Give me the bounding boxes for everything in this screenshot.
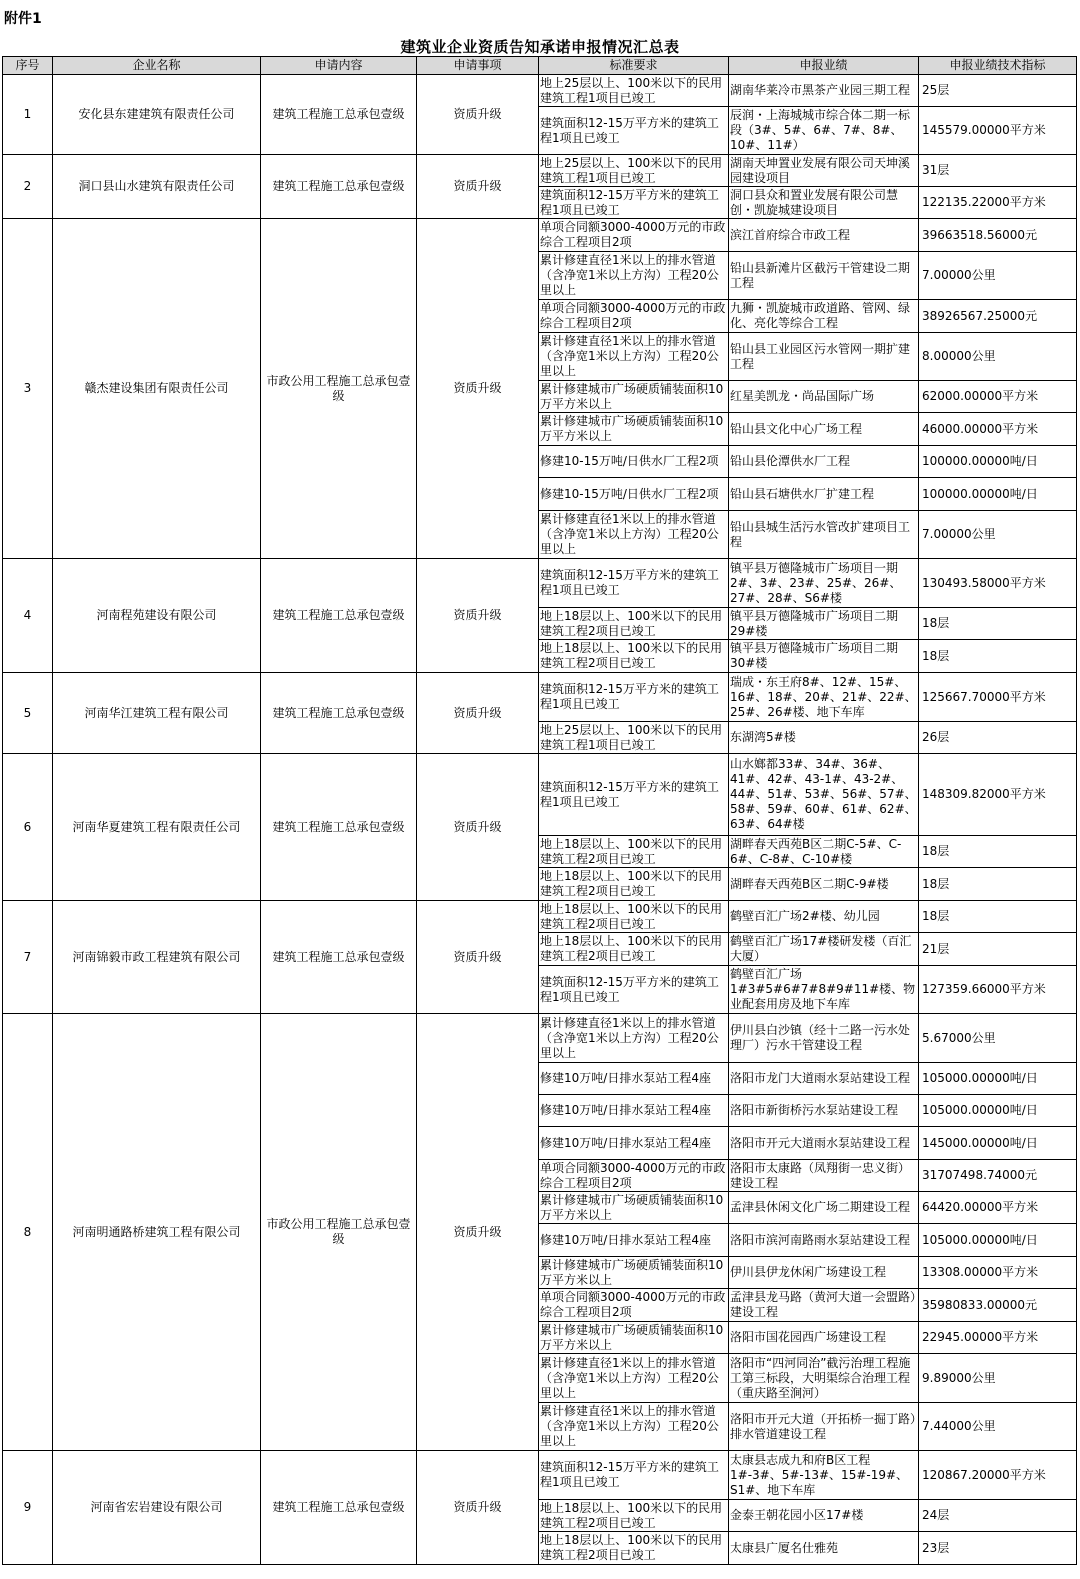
declared-performance-cell: 洛阳市国花园西广场建设工程 bbox=[729, 1322, 919, 1354]
standard-requirement-cell: 累计修建城市广场硬质铺装面积10万平方米以上 bbox=[539, 1257, 729, 1289]
application-item-cell: 资质升级 bbox=[417, 754, 539, 901]
declared-performance-cell: 湖畔春天西苑B区二期C-9#楼 bbox=[729, 868, 919, 901]
standard-requirement-cell: 地上18层以上、100米以下的民用建筑工程2项目已竣工 bbox=[539, 933, 729, 966]
declared-performance-cell: 洛阳市龙门大道雨水泵站建设工程 bbox=[729, 1063, 919, 1095]
table-row bbox=[3, 673, 1077, 722]
technical-indicator-cell: 35980833.00000元 bbox=[919, 1289, 1077, 1322]
declared-performance-cell: 红星美凯龙・尚品国际广场 bbox=[729, 381, 919, 413]
application-content-cell: 市政公用工程施工总承包壹级 bbox=[261, 219, 417, 559]
seq-cell: 1 bbox=[3, 75, 53, 155]
seq-cell: 3 bbox=[3, 219, 53, 559]
technical-indicator-cell: 5.67000公里 bbox=[919, 1014, 1077, 1063]
table-row bbox=[3, 75, 1077, 107]
declared-performance-cell: 山水嫏都33#、34#、36#、41#、42#、43-1#、43-2#、44#、51#、53#、56#、57#、58#、59#、60#、61#、62#、63#、64#楼 bbox=[729, 754, 919, 836]
standard-requirement-cell: 累计修建城市广场硬质铺装面积10万平方米以上 bbox=[539, 413, 729, 446]
declared-performance-cell: 洛阳市太康路（凤翔街一忠义街）建设工程 bbox=[729, 1160, 919, 1192]
declared-performance-cell: 九狮・凯旋城市政道路、管网、绿化、亮化等综合工程 bbox=[729, 300, 919, 333]
company-name-cell: 河南省宏岩建设有限公司 bbox=[53, 1451, 261, 1565]
technical-indicator-cell: 24层 bbox=[919, 1500, 1077, 1532]
standard-requirement-cell: 累计修建城市广场硬质铺装面积10万平方米以上 bbox=[539, 381, 729, 413]
technical-indicator-cell: 145000.00000吨/日 bbox=[919, 1127, 1077, 1160]
table-row bbox=[3, 559, 1077, 608]
technical-indicator-cell: 18层 bbox=[919, 868, 1077, 901]
seq-cell: 4 bbox=[3, 559, 53, 673]
company-name-cell: 河南华夏建筑工程有限责任公司 bbox=[53, 754, 261, 901]
standard-requirement-cell: 建筑面积12-15万平方米的建筑工程1项且已竣工 bbox=[539, 1451, 729, 1500]
company-name-cell: 河南华江建筑工程有限公司 bbox=[53, 673, 261, 754]
table-row bbox=[3, 754, 1077, 836]
technical-indicator-cell: 31707498.74000元 bbox=[919, 1160, 1077, 1192]
header-company: 企业名称 bbox=[53, 57, 261, 75]
standard-requirement-cell: 累计修建城市广场硬质铺装面积10万平方米以上 bbox=[539, 1192, 729, 1224]
declared-performance-cell: 洛阳市开元大道雨水泵站建设工程 bbox=[729, 1127, 919, 1160]
declared-performance-cell: 伊川县白沙镇（经十二路一污水处理厂）污水干管建设工程 bbox=[729, 1014, 919, 1063]
header-performance: 申报业绩 bbox=[729, 57, 919, 75]
application-item-cell: 资质升级 bbox=[417, 219, 539, 559]
declared-performance-cell: 鹤壁百汇广场2#楼、幼儿园 bbox=[729, 901, 919, 933]
application-content-cell: 市政公用工程施工总承包壹级 bbox=[261, 1014, 417, 1451]
standard-requirement-cell: 建筑面积12-15万平方米的建筑工程1项且已竣工 bbox=[539, 673, 729, 722]
technical-indicator-cell: 148309.82000平方米 bbox=[919, 754, 1077, 836]
technical-indicator-cell: 120867.20000平方米 bbox=[919, 1451, 1077, 1500]
seq-cell: 5 bbox=[3, 673, 53, 754]
standard-requirement-cell: 修建10-15万吨/日供水厂工程2项 bbox=[539, 478, 729, 511]
standard-requirement-cell: 地上18层以上、100米以下的民用建筑工程2项目已竣工 bbox=[539, 901, 729, 933]
standard-requirement-cell: 累计修建直径1米以上的排水管道（含净宽1米以上方沟）工程20公里以上 bbox=[539, 1014, 729, 1063]
standard-requirement-cell: 单项合同额3000-4000万元的市政综合工程项目2项 bbox=[539, 219, 729, 252]
application-item-cell: 资质升级 bbox=[417, 559, 539, 673]
standard-requirement-cell: 单项合同额3000-4000万元的市政综合工程项目2项 bbox=[539, 1289, 729, 1322]
standard-requirement-cell: 建筑面积12-15万平方米的建筑工程1项且已竣工 bbox=[539, 754, 729, 836]
technical-indicator-cell: 46000.00000平方米 bbox=[919, 413, 1077, 446]
header-content: 申请内容 bbox=[261, 57, 417, 75]
standard-requirement-cell: 累计修建直径1米以上的排水管道（含净宽1米以上方沟）工程20公里以上 bbox=[539, 511, 729, 559]
application-content-cell: 建筑工程施工总承包壹级 bbox=[261, 155, 417, 219]
company-name-cell: 洞口县山水建筑有限责任公司 bbox=[53, 155, 261, 219]
standard-requirement-cell: 修建10万吨/日排水泵站工程4座 bbox=[539, 1127, 729, 1160]
technical-indicator-cell: 18层 bbox=[919, 836, 1077, 868]
declared-performance-cell: 孟津县龙马路（黄河大道一会盟路）建设工程 bbox=[729, 1289, 919, 1322]
technical-indicator-cell: 130493.58000平方米 bbox=[919, 559, 1077, 608]
technical-indicator-cell: 8.00000公里 bbox=[919, 333, 1077, 381]
standard-requirement-cell: 累计修建直径1米以上的排水管道（含净宽1米以上方沟）工程20公里以上 bbox=[539, 1403, 729, 1451]
technical-indicator-cell: 7.00000公里 bbox=[919, 252, 1077, 300]
technical-indicator-cell: 105000.00000吨/日 bbox=[919, 1095, 1077, 1127]
declared-performance-cell: 瑞成・东王府8#、12#、15#、16#、18#、20#、21#、22#、25#、26#楼、地下车库 bbox=[729, 673, 919, 722]
standard-requirement-cell: 地上18层以上、100米以下的民用建筑工程2项目已竣工 bbox=[539, 640, 729, 673]
table-row bbox=[3, 219, 1077, 252]
standard-requirement-cell: 修建10-15万吨/日供水厂工程2项 bbox=[539, 446, 729, 478]
header-row bbox=[3, 57, 1077, 75]
declared-performance-cell: 滨江首府综合市政工程 bbox=[729, 219, 919, 252]
application-item-cell: 资质升级 bbox=[417, 673, 539, 754]
technical-indicator-cell: 100000.00000吨/日 bbox=[919, 478, 1077, 511]
declared-performance-cell: 铅山县文化中心广场工程 bbox=[729, 413, 919, 446]
technical-indicator-cell: 13308.00000平方米 bbox=[919, 1257, 1077, 1289]
technical-indicator-cell: 26层 bbox=[919, 722, 1077, 754]
standard-requirement-cell: 累计修建城市广场硬质铺装面积10万平方米以上 bbox=[539, 1322, 729, 1354]
declared-performance-cell: 东湖湾5#楼 bbox=[729, 722, 919, 754]
technical-indicator-cell: 18层 bbox=[919, 640, 1077, 673]
table-row bbox=[3, 1014, 1077, 1063]
application-item-cell: 资质升级 bbox=[417, 75, 539, 155]
declared-performance-cell: 铅山县新滩片区截污干管建设二期工程 bbox=[729, 252, 919, 300]
standard-requirement-cell: 地上25层以上、100米以下的民用建筑工程1项目已竣工 bbox=[539, 155, 729, 187]
standard-requirement-cell: 建筑面积12-15万平方米的建筑工程1项且已竣工 bbox=[539, 187, 729, 219]
technical-indicator-cell: 145579.00000平方米 bbox=[919, 107, 1077, 155]
declared-performance-cell: 孟津县休闲文化广场二期建设工程 bbox=[729, 1192, 919, 1224]
declared-performance-cell: 洛阳市“四河同治”截污治理工程施工第三标段，大明渠综合治理工程（重庆路至涧河） bbox=[729, 1354, 919, 1403]
declared-performance-cell: 湖南华莱冷市黑茶产业园三期工程 bbox=[729, 75, 919, 107]
standard-requirement-cell: 累计修建直径1米以上的排水管道（含净宽1米以上方沟）工程20公里以上 bbox=[539, 333, 729, 381]
technical-indicator-cell: 62000.00000平方米 bbox=[919, 381, 1077, 413]
technical-indicator-cell: 125667.70000平方米 bbox=[919, 673, 1077, 722]
standard-requirement-cell: 累计修建直径1米以上的排水管道（含净宽1米以上方沟）工程20公里以上 bbox=[539, 1354, 729, 1403]
company-name-cell: 河南明通路桥建筑工程有限公司 bbox=[53, 1014, 261, 1451]
standard-requirement-cell: 建筑面积12-15万平方米的建筑工程1项且已竣工 bbox=[539, 559, 729, 608]
table-body bbox=[3, 75, 1077, 1565]
company-name-cell: 赣杰建设集团有限责任公司 bbox=[53, 219, 261, 559]
company-name-cell: 河南程苑建设有限公司 bbox=[53, 559, 261, 673]
technical-indicator-cell: 38926567.25000元 bbox=[919, 300, 1077, 333]
declared-performance-cell: 铅山县城生活污水管改扩建项目工程 bbox=[729, 511, 919, 559]
declared-performance-cell: 镇平县万德隆城市广场项目二期29#楼 bbox=[729, 608, 919, 640]
declared-performance-cell: 铅山县伦潭供水厂工程 bbox=[729, 446, 919, 478]
standard-requirement-cell: 地上25层以上、100米以下的民用建筑工程1项目已竣工 bbox=[539, 722, 729, 754]
summary-table bbox=[2, 56, 1077, 1565]
standard-requirement-cell: 单项合同额3000-4000万元的市政综合工程项目2项 bbox=[539, 1160, 729, 1192]
technical-indicator-cell: 18层 bbox=[919, 608, 1077, 640]
technical-indicator-cell: 21层 bbox=[919, 933, 1077, 966]
company-name-cell: 河南锦毅市政工程建筑有限公司 bbox=[53, 901, 261, 1014]
technical-indicator-cell: 64420.00000平方米 bbox=[919, 1192, 1077, 1224]
seq-cell: 7 bbox=[3, 901, 53, 1014]
technical-indicator-cell: 9.89000公里 bbox=[919, 1354, 1077, 1403]
declared-performance-cell: 太康县广厦名仕雅苑 bbox=[729, 1532, 919, 1565]
declared-performance-cell: 铅山县石塘供水厂扩建工程 bbox=[729, 478, 919, 511]
declared-performance-cell: 洛阳市开元大道（开拓桥一掘丁路）排水管道建设工程 bbox=[729, 1403, 919, 1451]
standard-requirement-cell: 累计修建直径1米以上的排水管道（含净宽1米以上方沟）工程20公里以上 bbox=[539, 252, 729, 300]
application-item-cell: 资质升级 bbox=[417, 1014, 539, 1451]
technical-indicator-cell: 127359.66000平方米 bbox=[919, 966, 1077, 1014]
declared-performance-cell: 辰润・上海城城市综合体二期一标段（3#、5#、6#、7#、8#、10#、11#） bbox=[729, 107, 919, 155]
header-standard: 标准要求 bbox=[539, 57, 729, 75]
table-row bbox=[3, 901, 1077, 933]
standard-requirement-cell: 地上25层以上、100米以下的民用建筑工程1项目已竣工 bbox=[539, 75, 729, 107]
declared-performance-cell: 洛阳市新街桥污水泵站建设工程 bbox=[729, 1095, 919, 1127]
application-content-cell: 建筑工程施工总承包壹级 bbox=[261, 1451, 417, 1565]
header-indicator: 申报业绩技术指标 bbox=[919, 57, 1077, 75]
application-item-cell: 资质升级 bbox=[417, 901, 539, 1014]
application-content-cell: 建筑工程施工总承包壹级 bbox=[261, 754, 417, 901]
application-content-cell: 建筑工程施工总承包壹级 bbox=[261, 901, 417, 1014]
technical-indicator-cell: 7.00000公里 bbox=[919, 511, 1077, 559]
technical-indicator-cell: 122135.22000平方米 bbox=[919, 187, 1077, 219]
application-content-cell: 建筑工程施工总承包壹级 bbox=[261, 559, 417, 673]
technical-indicator-cell: 7.44000公里 bbox=[919, 1403, 1077, 1451]
standard-requirement-cell: 地上18层以上、100米以下的民用建筑工程2项目已竣工 bbox=[539, 1500, 729, 1532]
technical-indicator-cell: 18层 bbox=[919, 901, 1077, 933]
table-row bbox=[3, 1451, 1077, 1500]
seq-cell: 6 bbox=[3, 754, 53, 901]
declared-performance-cell: 铅山县工业园区污水管网一期扩建工程 bbox=[729, 333, 919, 381]
declared-performance-cell: 镇平县万德隆城市广场项目二期30#楼 bbox=[729, 640, 919, 673]
declared-performance-cell: 湖南天坤置业发展有限公司天坤溪园建设项目 bbox=[729, 155, 919, 187]
declared-performance-cell: 伊川县伊龙休闲广场建设工程 bbox=[729, 1257, 919, 1289]
declared-performance-cell: 湖畔春天西苑B区二期C-5#、C-6#、C-8#、C-10#楼 bbox=[729, 836, 919, 868]
standard-requirement-cell: 地上18层以上、100米以下的民用建筑工程2项目已竣工 bbox=[539, 836, 729, 868]
standard-requirement-cell: 单项合同额3000-4000万元的市政综合工程项目2项 bbox=[539, 300, 729, 333]
technical-indicator-cell: 105000.00000吨/日 bbox=[919, 1063, 1077, 1095]
technical-indicator-cell: 39663518.56000元 bbox=[919, 219, 1077, 252]
technical-indicator-cell: 23层 bbox=[919, 1532, 1077, 1565]
application-content-cell: 建筑工程施工总承包壹级 bbox=[261, 673, 417, 754]
seq-cell: 8 bbox=[3, 1014, 53, 1451]
header-seq: 序号 bbox=[3, 57, 53, 75]
header-item: 申请事项 bbox=[417, 57, 539, 75]
application-item-cell: 资质升级 bbox=[417, 1451, 539, 1565]
standard-requirement-cell: 地上18层以上、100米以下的民用建筑工程2项目已竣工 bbox=[539, 608, 729, 640]
declared-performance-cell: 太康县志成九和府B区工程1#-3#、5#-13#、15#-19#、S1#、地下车库 bbox=[729, 1451, 919, 1500]
application-content-cell: 建筑工程施工总承包壹级 bbox=[261, 75, 417, 155]
declared-performance-cell: 镇平县万德隆城市广场项目一期2#、3#、23#、25#、26#、27#、28#、S6#楼 bbox=[729, 559, 919, 608]
standard-requirement-cell: 建筑面积12-15万平方米的建筑工程1项且已竣工 bbox=[539, 107, 729, 155]
declared-performance-cell: 洞口县众和置业发展有限公司慧创・凯旋城建设项目 bbox=[729, 187, 919, 219]
declared-performance-cell: 金泰王朝花园小区17#楼 bbox=[729, 1500, 919, 1532]
page-title: 建筑业企业资质告知承诺申报情况汇总表 bbox=[400, 38, 680, 56]
standard-requirement-cell: 修建10万吨/日排水泵站工程4座 bbox=[539, 1095, 729, 1127]
standard-requirement-cell: 修建10万吨/日排水泵站工程4座 bbox=[539, 1224, 729, 1257]
technical-indicator-cell: 100000.00000吨/日 bbox=[919, 446, 1077, 478]
seq-cell: 2 bbox=[3, 155, 53, 219]
technical-indicator-cell: 22945.00000平方米 bbox=[919, 1322, 1077, 1354]
declared-performance-cell: 洛阳市滨河南路雨水泵站建设工程 bbox=[729, 1224, 919, 1257]
technical-indicator-cell: 105000.00000吨/日 bbox=[919, 1224, 1077, 1257]
declared-performance-cell: 鹤壁百汇广场17#楼研发楼（百汇大厦） bbox=[729, 933, 919, 966]
standard-requirement-cell: 地上18层以上、100米以下的民用建筑工程2项目已竣工 bbox=[539, 868, 729, 901]
technical-indicator-cell: 31层 bbox=[919, 155, 1077, 187]
standard-requirement-cell: 地上18层以上、100米以下的民用建筑工程2项目已竣工 bbox=[539, 1532, 729, 1565]
standard-requirement-cell: 建筑面积12-15万平方米的建筑工程1项且已竣工 bbox=[539, 966, 729, 1014]
standard-requirement-cell: 修建10万吨/日排水泵站工程4座 bbox=[539, 1063, 729, 1095]
technical-indicator-cell: 25层 bbox=[919, 75, 1077, 107]
table-row bbox=[3, 155, 1077, 187]
application-item-cell: 资质升级 bbox=[417, 155, 539, 219]
company-name-cell: 安化县东建建筑有限责任公司 bbox=[53, 75, 261, 155]
annex-label: 附件1 bbox=[4, 11, 42, 27]
declared-performance-cell: 鹤壁百汇广场1#3#5#6#7#8#9#11#楼、物业配套用房及地下车库 bbox=[729, 966, 919, 1014]
seq-cell: 9 bbox=[3, 1451, 53, 1565]
